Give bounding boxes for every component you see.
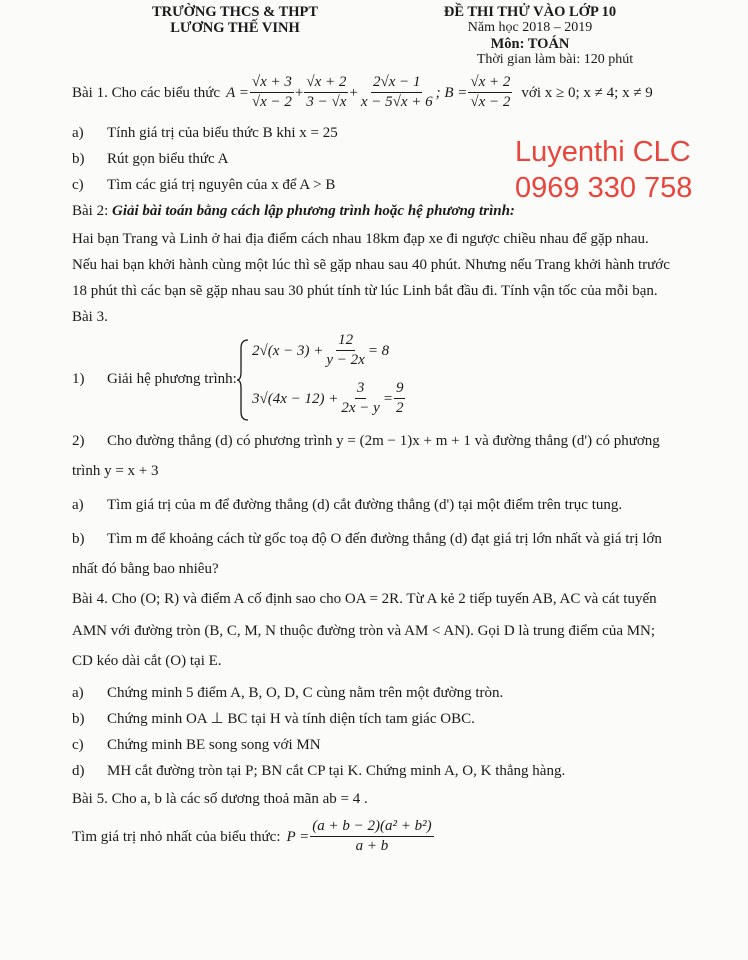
bai3-q1-text: Giải hệ phương trình: <box>107 371 237 387</box>
bai4-b-label: b) <box>72 711 85 727</box>
bai4-a-text: Chứng minh 5 điểm A, B, O, D, C cùng nằm trên một đường tròn. <box>107 685 504 701</box>
bai3-b-line2: nhất đó bằng bao nhiêu? <box>72 561 219 577</box>
bai2-line1: Hai bạn Trang và Linh ở hai địa điểm cách nhau 18km đạp xe đi ngược chiều nhau để gặp nhau. <box>72 231 649 247</box>
bai1-frac2: $\frac{√x + 2}{3 - √x}$ <box>306 74 347 110</box>
system-eq2: 3√(4x − 12) + $\frac{3}{2x - y}$ = $\frac{9}{2}$ <box>252 380 404 416</box>
system-eq1: 2√(x − 3) + $\frac{12}{y - 2x}$ = 8 <box>252 332 390 368</box>
bai2-line2: Nếu hai bạn khởi hành cùng một lúc thì sẽ gặp nhau sau 40 phút. Nhưng nếu Trang khởi hành trước <box>72 257 670 273</box>
bai1-c-label: c) <box>72 177 84 193</box>
bai4-line3: CD kéo dài cắt (O) tại E. <box>72 653 222 669</box>
bai2-line3: 18 phút thì các bạn sẽ gặp nhau sau 30 phút tính từ lúc Linh bắt đầu đi. Tính vận tốc của mỗi bạn. <box>72 283 658 299</box>
bai5-line1: Bài 5. Cho a, b là các số dương thoả mãn ab = 4 . <box>72 791 368 807</box>
bai1-b-text: Rút gọn biểu thức A <box>107 151 229 167</box>
bai5-expression: Tìm giá trị nhỏ nhất của biểu thức: P = $\frac{\text{(a + b − 2)(a² + b²)}}{a + b}$ <box>72 818 432 854</box>
bai1-intro: Bài 1. Cho các biểu thức <box>72 84 221 101</box>
bai3-title: Bài 3. <box>72 309 108 325</box>
bai1-A-lhs: A = <box>226 84 249 101</box>
watermark-brand: Luyenthi CLC <box>515 136 691 168</box>
bai3-q1-label: 1) <box>72 371 85 387</box>
bai1-B-lhs: ; B = <box>435 84 468 101</box>
bai2-title: Bài 2: Giải bài toán bằng cách lập phương trình hoặc hệ phương trình: <box>72 203 515 219</box>
bai4-line1: Bài 4. Cho (O; R) và điểm A cố định sao cho OA = 2R. Từ A kẻ 2 tiếp tuyến AB, AC và cát tuyến <box>72 591 657 607</box>
bai1-frac1: $\frac{√x + 3}{√x - 2}$ <box>251 74 292 110</box>
exam-title: ĐỀ THI THỬ VÀO LỚP 10 <box>443 4 617 20</box>
bai1-condition: với x ≥ 0; x ≠ 4; x ≠ 9 <box>521 84 653 101</box>
bai1-expression: Bài 1. Cho các biểu thức A = $\frac{√x + 3}{√x - 2}$ + $\frac{√x + 2}{3 - √x}$ + $\frac{2√x - 1}{x - 5√x + 6}$ ; B = $\frac{√x + 2}{√x - 2}$ với x ≥ 0; x ≠ 4; x ≠ 9 <box>72 74 653 110</box>
time-limit: Thời gian làm bài: 120 phút <box>476 52 634 67</box>
bai1-a-label: a) <box>72 125 84 141</box>
bai3-b-line1: Tìm m để khoảng cách từ gốc toạ độ O đến đường thẳng (d) đạt giá trị lớn nhất và giá trị lớn <box>107 531 662 547</box>
bai3-a-label: a) <box>72 497 84 513</box>
subject: Môn: TOÁN <box>490 36 570 52</box>
bai4-b-text: Chứng minh OA ⊥ BC tại H và tính diện tích tam giác OBC. <box>107 711 475 727</box>
bai3-q2-line1: Cho đường thẳng (d) có phương trình y = (2m − 1)x + m + 1 và đường thẳng (d') có phương <box>107 433 660 449</box>
bai4-line2: AMN với đường tròn (B, C, M, N thuộc đường tròn và AM < AN). Gọi D là trung điểm của MN; <box>72 623 656 639</box>
bai3-a-text: Tìm giá trị của m để đường thẳng (d) cắt đường thẳng (d') tại một điểm trên trục tung. <box>107 497 623 513</box>
school-name-line2: LƯƠNG THẾ VINH <box>170 20 300 36</box>
watermark-phone: 0969 330 758 <box>515 172 693 204</box>
school-name-line1: TRƯỜNG THCS & THPT <box>151 4 319 20</box>
bai1-frac3: $\frac{2√x - 1}{x - 5√x + 6}$ <box>360 74 433 110</box>
bai4-a-label: a) <box>72 685 84 701</box>
bai1-b-label: b) <box>72 151 85 167</box>
bai3-q2-line2: trình y = x + 3 <box>72 463 159 479</box>
school-year: Năm học 2018 – 2019 <box>467 20 593 35</box>
bai1-c-text: Tìm các giá trị nguyên của x để A > B <box>107 177 336 193</box>
bai1-a-text: Tính giá trị của biểu thức B khi x = 25 <box>107 125 338 141</box>
bai4-d-label: d) <box>72 763 85 779</box>
system-brace <box>236 338 250 422</box>
bai3-b-label: b) <box>72 531 85 547</box>
bai4-d-text: MH cắt đường tròn tại P; BN cắt CP tại K. Chứng minh A, O, K thẳng hàng. <box>107 763 566 779</box>
bai4-c-label: c) <box>72 737 84 753</box>
bai4-c-text: Chứng minh BE song song với MN <box>107 737 321 753</box>
bai3-q2-label: 2) <box>72 433 85 449</box>
bai1-frac4: $\frac{√x + 2}{√x - 2}$ <box>470 74 511 110</box>
